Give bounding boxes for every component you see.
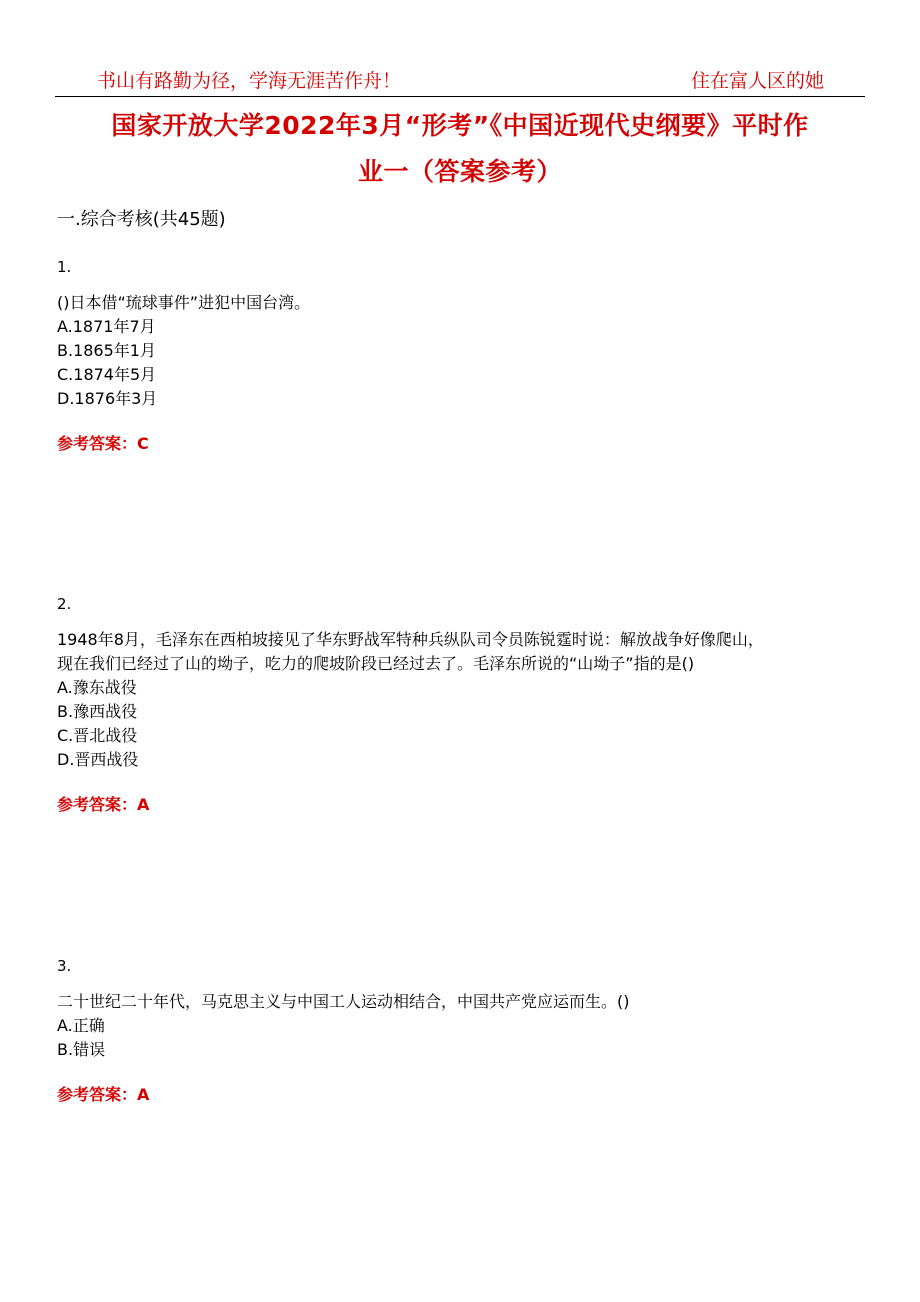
header-motto-right: 住在富人区的她: [690, 70, 824, 92]
document-title-line-2: 业一（答案参考）: [357, 157, 562, 186]
option-a: A.豫东战役: [57, 678, 137, 697]
option-d: D.1876年3月: [57, 389, 158, 408]
question-1: [57, 255, 887, 456]
option-d: D.晋西战役: [57, 750, 139, 769]
header-divider: [55, 96, 865, 97]
option-a: A.1871年7月: [57, 317, 156, 336]
question-number: 3.: [57, 957, 72, 975]
question-3: [57, 954, 887, 1107]
document-title-line-1: 国家开放大学2022年3月“形考”《中国近现代史纲要》平时作: [111, 111, 809, 140]
option-b: B.豫西战役: [57, 702, 138, 721]
question-stem: ()日本借“琉球事件”进犯中国台湾。: [57, 293, 311, 312]
section-heading: 一.综合考核(共45题): [57, 209, 226, 230]
answer-label: 参考答案：C: [57, 434, 149, 453]
question-stem: 二十世纪二十年代，马克思主义与中国工人运动相结合，中国共产党应运而生。(): [57, 992, 630, 1011]
option-b: B.错误: [57, 1040, 106, 1059]
option-b: B.1865年1月: [57, 341, 156, 360]
header-motto-left: 书山有路勤为径，学海无涯苦作舟！: [97, 70, 402, 92]
question-2: [57, 592, 887, 817]
option-a: A.正确: [57, 1016, 105, 1035]
answer-label: 参考答案：A: [57, 1085, 150, 1104]
answer-label: 参考答案：A: [57, 795, 150, 814]
question-stem-line-1: 1948年8月，毛泽东在西柏坡接见了华东野战军特种兵纵队司令员陈锐霆时说：解放战争好像爬山，: [57, 630, 764, 649]
option-c: C.晋北战役: [57, 726, 138, 745]
question-number: 1.: [57, 258, 72, 276]
question-stem-line-2: 现在我们已经过了山的坳子，吃力的爬坡阶段已经过去了。毛泽东所说的“山坳子”指的是(): [57, 654, 695, 673]
option-c: C.1874年5月: [57, 365, 157, 384]
question-number: 2.: [57, 595, 72, 613]
document-title: [55, 103, 865, 195]
